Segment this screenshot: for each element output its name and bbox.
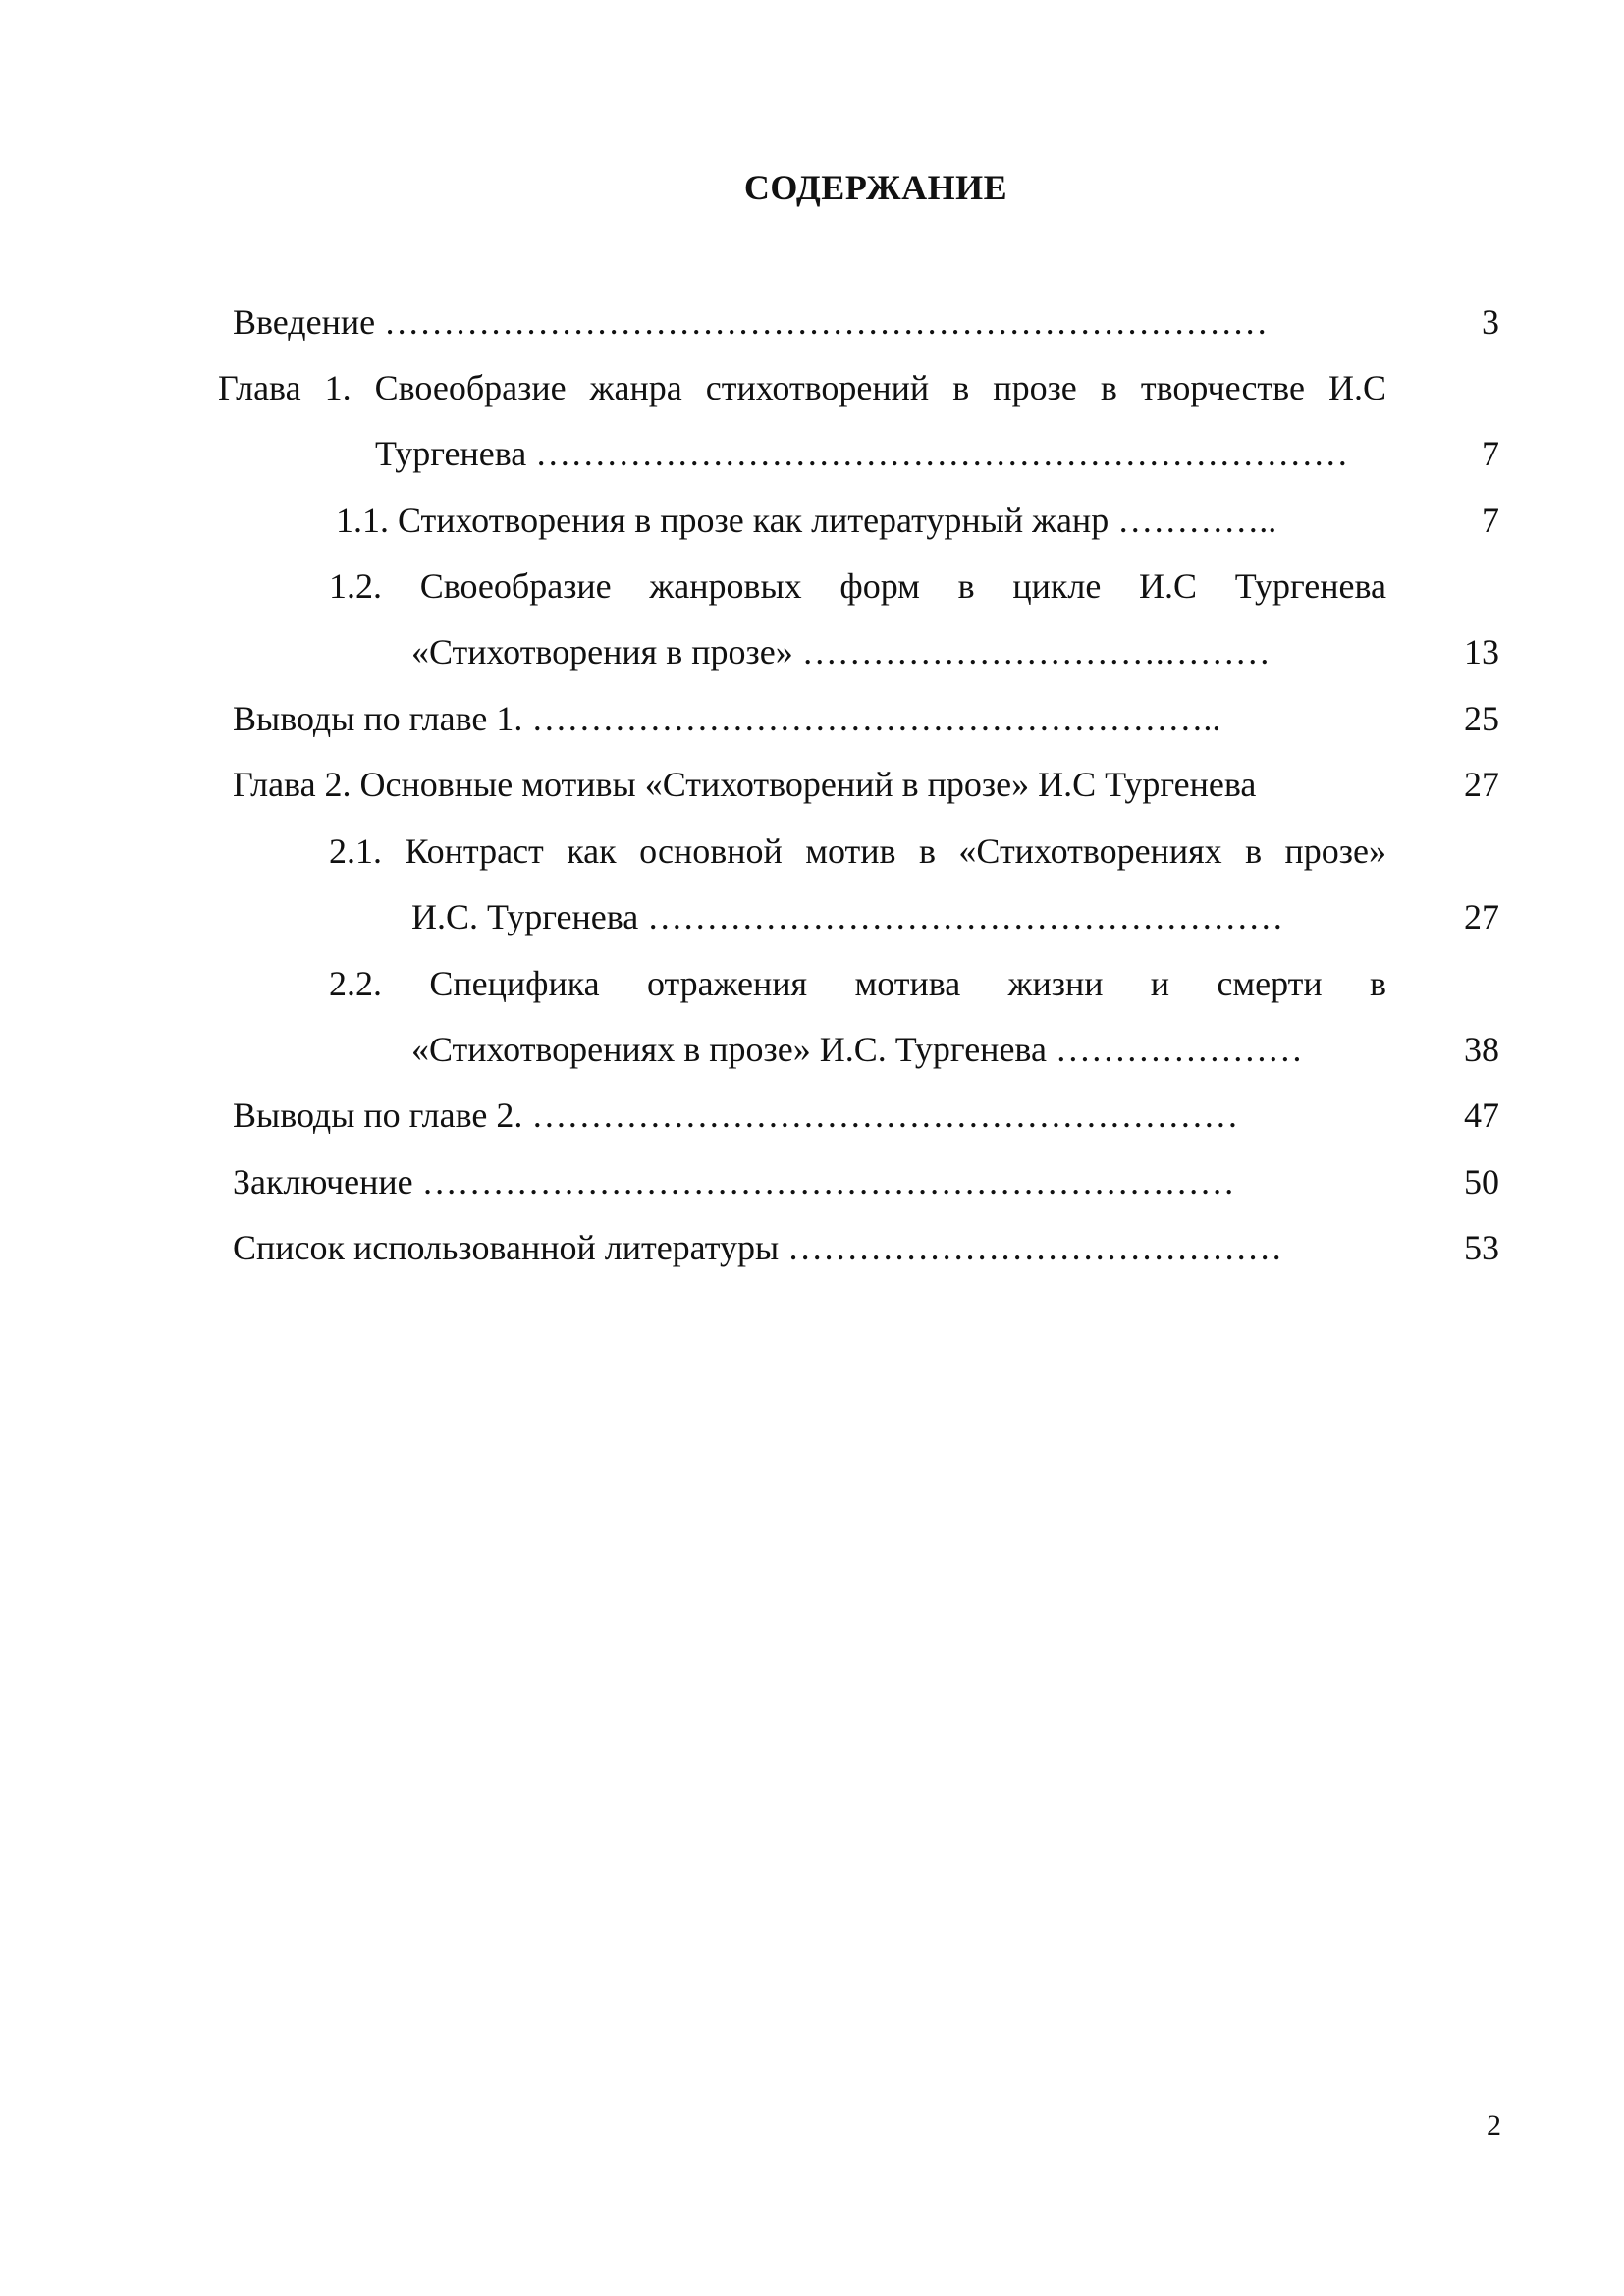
- toc-page-number: 7: [1482, 501, 1499, 540]
- page-title: СОДЕРЖАНИЕ: [743, 168, 1008, 207]
- toc-page-number: 47: [1464, 1095, 1499, 1135]
- footer-page-number: 2: [1487, 2109, 1501, 2142]
- toc-entry-conclusions-chapter-2: Выводы по главе 2. ……………………………………………………: [233, 1095, 1239, 1135]
- toc-page-number: 25: [1464, 699, 1499, 738]
- toc-entry-introduction: Введение …………………………………………………………………: [233, 302, 1269, 342]
- toc-entry-bibliography: Список использованной литературы ……………………………………: [233, 1228, 1283, 1267]
- toc-page-number: 27: [1464, 765, 1499, 804]
- toc-entry-chapter-1: Глава 1. Своеобразие жанра стихотворений в прозе в творчестве И.С: [218, 368, 1386, 407]
- toc-entry-section-2-1: 2.1. Контраст как основной мотив в «Стихотворениях в прозе»: [329, 831, 1386, 871]
- toc-entry-section-2-2: 2.2. Специфика отражения мотива жизни и смерти в: [329, 964, 1386, 1003]
- toc-page-number: 50: [1464, 1162, 1499, 1201]
- toc-page-number: 13: [1464, 632, 1499, 671]
- toc-entry-section-1-1: 1.1. Стихотворения в прозе как литературный жанр …………..: [336, 501, 1277, 540]
- toc-page-number: 7: [1482, 434, 1499, 473]
- toc-entry-chapter-2: Глава 2. Основные мотивы «Стихотворений в прозе» И.С Тургенева: [233, 765, 1257, 804]
- toc-entry-section-1-2-continued: «Стихотворения в прозе» ………………………….………: [411, 632, 1271, 671]
- toc-entry-conclusions-chapter-1: Выводы по главе 1. …………………………………………………..: [233, 699, 1221, 738]
- toc-page-number: 53: [1464, 1228, 1499, 1267]
- toc-page-number: 27: [1464, 897, 1499, 936]
- toc-entry-section-2-2-continued: «Стихотворениях в прозе» И.С. Тургенева …………………: [411, 1030, 1303, 1069]
- toc-entry-section-2-1-continued: И.С. Тургенева ………………………………………………: [411, 897, 1284, 936]
- toc-entry-conclusion: Заключение ……………………………………………………………: [233, 1162, 1235, 1201]
- toc-entry-section-1-2: 1.2. Своеобразие жанровых форм в цикле И.С Тургенева: [329, 566, 1386, 606]
- toc-page-number: 3: [1482, 302, 1499, 342]
- toc-entry-chapter-1-continued: Тургенева ……………………………………………………………: [375, 434, 1349, 473]
- toc-page-number: 38: [1464, 1030, 1499, 1069]
